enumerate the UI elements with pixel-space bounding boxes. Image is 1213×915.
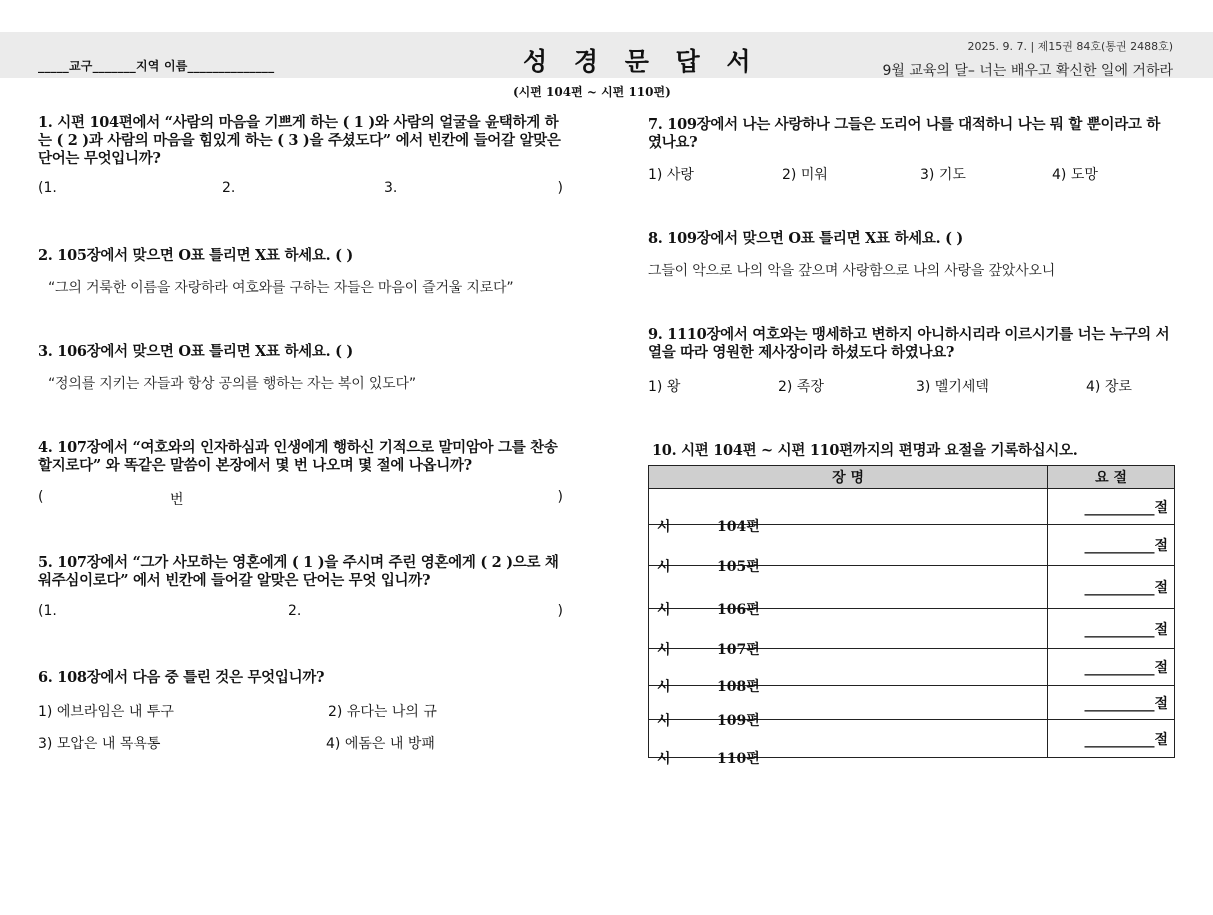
issue-info: 2025. 9. 7. | 제15권 84호(통권 2488호)	[967, 40, 1173, 53]
question-3	[38, 343, 578, 393]
option-2[interactable]: 2) 미워	[782, 167, 828, 183]
option-1[interactable]: 1) 왕	[648, 379, 681, 395]
option-4[interactable]: 4) 에돔은 내 방패	[326, 736, 435, 752]
option-4[interactable]: 4) 장로	[1086, 379, 1132, 395]
table-header-row	[649, 466, 1175, 489]
option-4[interactable]: 4) 도망	[1052, 167, 1098, 183]
question-2-verse: “그의 거룩한 이름을 자랑하라 여호와를 구하는 자들은 마음이 즐거울 지로다”	[48, 280, 514, 296]
question-5	[38, 554, 568, 623]
verse-answer-cell[interactable]: __________절	[1048, 649, 1175, 686]
question-6-text: 6. 108장에서 다음 중 틀린 것은 무엇입니까?	[38, 669, 325, 686]
chapter-label: 108편	[717, 679, 760, 695]
option-3[interactable]: 3) 멜기세덱	[916, 379, 989, 395]
answer-open: (	[38, 489, 44, 505]
question-1-answer[interactable]	[38, 180, 563, 200]
question-4	[38, 439, 568, 509]
answer-blank-3: 3.	[384, 180, 398, 196]
answer-count-unit: 번	[170, 492, 184, 508]
verse-answer-cell[interactable]: __________절	[1048, 720, 1175, 758]
question-5-text: 5. 107장에서 “그가 사모하는 영혼에게 ( 1 )을 주시며 주린 영혼에게 ( 2 )으로 채워주심이로다” 에서 빈칸에 들어갈 알맞은 단어는 무엇 입니까?	[38, 554, 559, 589]
book-label: 시	[657, 559, 671, 575]
question-2-text[interactable]: 2. 105장에서 맞으면 O표 틀리면 X표 하세요. ( )	[38, 247, 353, 264]
question-1	[38, 114, 568, 200]
option-1[interactable]: 1) 에브라임은 내 투구	[38, 704, 174, 720]
scripture-range: (시편 104편 ~ 시편 110편)	[513, 85, 671, 99]
table-row	[649, 489, 1175, 525]
answer-blank-2: 2.	[222, 180, 236, 196]
question-10-text: 10. 시편 104편 ~ 시편 110편까지의 편명과 요절을 기록하십시오.	[652, 442, 1078, 459]
question-7-options	[648, 164, 1173, 184]
question-10	[652, 442, 1177, 460]
verse-answer-cell[interactable]: __________절	[1048, 566, 1175, 609]
answer-close: )	[557, 180, 563, 196]
chapter-label: 105편	[717, 559, 760, 575]
question-8-text[interactable]: 8. 109장에서 맞으면 O표 틀리면 X표 하세요. ( )	[648, 230, 963, 247]
question-4-text: 4. 107장에서 “여호와의 인자하심과 인생에게 행하신 기적으로 말미암아 그를 찬송할지로다” 와 똑같은 말씀이 본장에서 몇 번 나오며 몇 절에 나옵니까?	[38, 439, 558, 474]
verse-answer-cell[interactable]: __________절	[1048, 489, 1175, 525]
page-title: 성 경 문 답 서	[523, 47, 760, 76]
chapter-label: 109편	[717, 712, 760, 729]
book-label: 시	[657, 518, 671, 535]
answer-blank-2: 2.	[288, 603, 302, 619]
question-4-answer[interactable]	[38, 489, 563, 509]
chapter-label: 110편	[717, 750, 760, 767]
option-3[interactable]: 3) 기도	[920, 167, 966, 183]
chapter-label: 106편	[717, 602, 760, 618]
question-1-text: 1. 시편 104편에서 “사람의 마음을 기쁘게 하는 ( 1 )와 사람의 얼굴을 윤택하게 하는 ( 2 )과 사람의 마음을 힘있게 하는 ( 3 )을 주셨도다” 에서 빈칸에 들어갈 알맞은 단어는 무엇입니까?	[38, 114, 561, 167]
option-3[interactable]: 3) 모압은 내 목욕통	[38, 736, 161, 752]
question-9	[648, 326, 1173, 396]
book-label: 시	[657, 641, 671, 658]
option-1[interactable]: 1) 사랑	[648, 167, 694, 183]
question-9-text: 9. 1110장에서 여호와는 맹세하고 변하지 아니하시리라 이르시기를 너는 누구의 서열을 따라 영원한 제사장이라 하셨도다 하였나요?	[648, 326, 1170, 361]
answer-close: )	[557, 603, 563, 619]
book-label: 시	[657, 602, 671, 618]
question-8-verse: 그들이 악으로 나의 악을 갚으며 사랑함으로 나의 사랑을 갚았사오니	[648, 263, 1056, 279]
chapter-label: 104편	[717, 518, 760, 535]
question-8	[648, 230, 1173, 280]
verse-answer-cell[interactable]: __________절	[1048, 525, 1175, 566]
monthly-motto: 9월 교육의 달– 너는 배우고 확신한 일에 거하라	[882, 63, 1173, 79]
question-3-text[interactable]: 3. 106장에서 맞으면 O표 틀리면 X표 하세요. ( )	[38, 343, 353, 360]
verse-answer-cell[interactable]: __________절	[1048, 609, 1175, 649]
question-6	[38, 669, 578, 753]
question-3-verse: “정의를 지키는 자들과 항상 공의를 행하는 자는 복이 있도다”	[48, 376, 416, 392]
answer-open-1: (1.	[38, 603, 57, 619]
question-9-options	[648, 376, 1173, 396]
book-label: 시	[657, 750, 671, 767]
option-2[interactable]: 2) 족장	[778, 379, 824, 395]
option-2[interactable]: 2) 유다는 나의 규	[328, 704, 437, 720]
chapter-label: 107편	[717, 641, 760, 658]
church-name-fields[interactable]: _____교구_______지역 이름______________	[38, 59, 275, 73]
question-6-options-row-2	[38, 733, 578, 753]
question-6-options-row-1	[38, 701, 578, 721]
book-label: 시	[657, 679, 671, 695]
psalm-summary-table	[648, 465, 1175, 767]
column-header-name: 장 명	[649, 466, 1048, 489]
verse-answer-cell[interactable]: __________절	[1048, 686, 1175, 720]
book-label: 시	[657, 712, 671, 729]
question-7	[648, 116, 1173, 184]
answer-open-1: (1.	[38, 180, 57, 196]
answer-close: )	[557, 489, 563, 505]
question-5-answer[interactable]	[38, 603, 563, 623]
question-7-text: 7. 109장에서 나는 사랑하나 그들은 도리어 나를 대적하니 나는 뭐 할 뿐이라고 하였나요?	[648, 116, 1161, 151]
question-2	[38, 247, 578, 297]
column-header-verse: 요 절	[1048, 466, 1175, 489]
